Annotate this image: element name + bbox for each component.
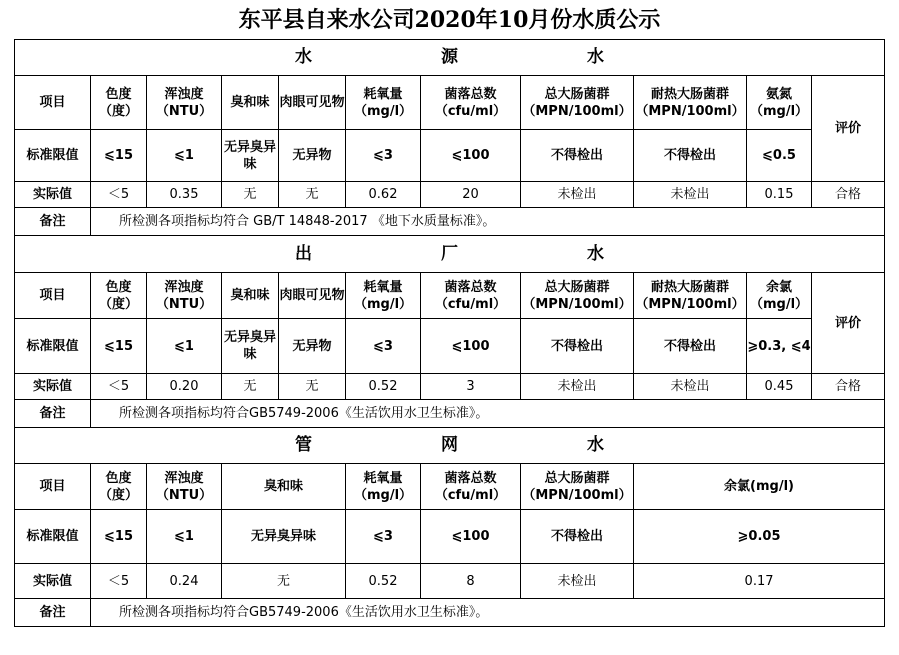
standard-cell: ⩽100 (421, 510, 521, 564)
row-label-actual: 实际值 (15, 182, 91, 208)
eval-result: 合格 (812, 374, 885, 400)
actual-cell: 0.52 (346, 374, 421, 400)
actual-cell: 未检出 (634, 182, 747, 208)
remark-text: 所检测各项指标均符合GB5749-2006《生活饮用水卫生标准》。 (91, 400, 885, 428)
row-label-item: 项目 (15, 273, 91, 319)
row-label-remark: 备注 (15, 599, 91, 627)
standard-row (15, 319, 885, 374)
standard-cell: ⩽1 (147, 319, 222, 374)
header-cell: 总大肠菌群（MPN/100ml） (521, 464, 634, 510)
header-cell: 总大肠菌群（MPN/100ml） (521, 76, 634, 130)
row-label-standard: 标准限值 (15, 130, 91, 182)
actual-cell: 0.52 (346, 564, 421, 599)
header-cell: 肉眼可见物 (279, 273, 346, 319)
actual-cell: 无 (222, 564, 346, 599)
standard-cell: ⩾0.3, ⩽4 (747, 319, 812, 374)
header-cell: 菌落总数（cfu/ml） (421, 464, 521, 510)
standard-cell: 不得检出 (521, 130, 634, 182)
actual-cell: 0.24 (147, 564, 222, 599)
header-cell: 浑浊度（NTU） (147, 273, 222, 319)
standard-cell: ⩽3 (346, 319, 421, 374)
header-cell: 耗氧量（mg/l） (346, 273, 421, 319)
actual-cell: 未检出 (634, 374, 747, 400)
row-label-actual: 实际值 (15, 374, 91, 400)
page-title: 东平县自来水公司2020年10月份水质公示 (238, 7, 661, 33)
actual-cell: 无 (279, 374, 346, 400)
header-cell: 色度（度） (91, 273, 147, 319)
remark-row (15, 400, 885, 428)
section-title: 管 网 水 (15, 428, 885, 464)
row-label-actual: 实际值 (15, 564, 91, 599)
standard-cell: ⩽15 (91, 319, 147, 374)
actual-cell: 20 (421, 182, 521, 208)
section-header-factory-water (15, 236, 885, 273)
remark-text: 所检测各项指标均符合 GB/T 14848-2017 《地下水质量标准》。 (91, 208, 885, 236)
header-cell: 耗氧量（mg/l） (346, 76, 421, 130)
actual-cell: ＜5 (91, 182, 147, 208)
standard-cell: ⩽100 (421, 130, 521, 182)
actual-cell: 0.20 (147, 374, 222, 400)
water-quality-table (14, 39, 885, 627)
header-row (15, 464, 885, 510)
standard-cell: 无异臭异味 (222, 319, 279, 374)
actual-cell: 0.35 (147, 182, 222, 208)
header-cell: 色度（度） (91, 76, 147, 130)
header-cell: 臭和味 (222, 273, 279, 319)
standard-cell: 无异臭异味 (222, 510, 346, 564)
actual-row (15, 182, 885, 208)
header-cell: 耗氧量（mg/l） (346, 464, 421, 510)
row-label-remark: 备注 (15, 208, 91, 236)
standard-cell: ⩽0.5 (747, 130, 812, 182)
remark-row (15, 208, 885, 236)
header-cell: 菌落总数（cfu/ml） (421, 273, 521, 319)
header-cell: 氨氮（mg/l） (747, 76, 812, 130)
row-label-standard: 标准限值 (15, 510, 91, 564)
standard-cell: ⩽3 (346, 510, 421, 564)
standard-cell: 不得检出 (634, 319, 747, 374)
header-cell: 耐热大肠菌群（MPN/100ml） (634, 273, 747, 319)
standard-row (15, 130, 885, 182)
actual-cell: 3 (421, 374, 521, 400)
actual-cell: 未检出 (521, 182, 634, 208)
header-cell: 浑浊度（NTU） (147, 76, 222, 130)
standard-cell: ⩽15 (91, 510, 147, 564)
actual-cell: ＜5 (91, 564, 147, 599)
header-cell: 余氯（mg/l） (747, 273, 812, 319)
header-cell: 耐热大肠菌群（MPN/100ml） (634, 76, 747, 130)
eval-header: 评价 (812, 76, 885, 182)
actual-cell: 0.45 (747, 374, 812, 400)
row-label-standard: 标准限值 (15, 319, 91, 374)
remark-row (15, 599, 885, 627)
row-label-item: 项目 (15, 464, 91, 510)
remark-text: 所检测各项指标均符合GB5749-2006《生活饮用水卫生标准》。 (91, 599, 885, 627)
header-cell: 总大肠菌群（MPN/100ml） (521, 273, 634, 319)
row-label-item: 项目 (15, 76, 91, 130)
header-row (15, 273, 885, 319)
eval-result: 合格 (812, 182, 885, 208)
standard-cell: 无异臭异味 (222, 130, 279, 182)
actual-cell: 0.62 (346, 182, 421, 208)
eval-header: 评价 (812, 273, 885, 374)
standard-cell: 不得检出 (521, 319, 634, 374)
actual-cell: 无 (222, 182, 279, 208)
standard-cell: ⩾0.05 (634, 510, 885, 564)
row-label-remark: 备注 (15, 400, 91, 428)
actual-cell: 0.17 (634, 564, 885, 599)
standard-cell: ⩽3 (346, 130, 421, 182)
standard-cell: ⩽1 (147, 130, 222, 182)
standard-cell: 不得检出 (634, 130, 747, 182)
standard-cell: 不得检出 (521, 510, 634, 564)
actual-cell: 未检出 (521, 374, 634, 400)
header-row (15, 76, 885, 130)
standard-cell: 无异物 (279, 130, 346, 182)
actual-row (15, 564, 885, 599)
section-header-pipe-water (15, 428, 885, 464)
header-cell: 臭和味 (222, 76, 279, 130)
actual-cell: 无 (222, 374, 279, 400)
actual-cell: 0.15 (747, 182, 812, 208)
actual-cell: ＜5 (91, 374, 147, 400)
header-cell: 臭和味 (222, 464, 346, 510)
header-cell: 色度（度） (91, 464, 147, 510)
actual-row (15, 374, 885, 400)
header-cell: 浑浊度（NTU） (147, 464, 222, 510)
standard-cell: ⩽100 (421, 319, 521, 374)
header-cell: 肉眼可见物 (279, 76, 346, 130)
actual-cell: 未检出 (521, 564, 634, 599)
standard-cell: ⩽1 (147, 510, 222, 564)
section-header-source-water (15, 40, 885, 76)
header-cell: 菌落总数（cfu/ml） (421, 76, 521, 130)
standard-cell: 无异物 (279, 319, 346, 374)
section-title: 水 源 水 (15, 40, 885, 76)
actual-cell: 无 (279, 182, 346, 208)
section-title: 出 厂 水 (15, 236, 885, 273)
standard-cell: ⩽15 (91, 130, 147, 182)
standard-row (15, 510, 885, 564)
header-cell: 余氯(mg/l) (634, 464, 885, 510)
actual-cell: 8 (421, 564, 521, 599)
